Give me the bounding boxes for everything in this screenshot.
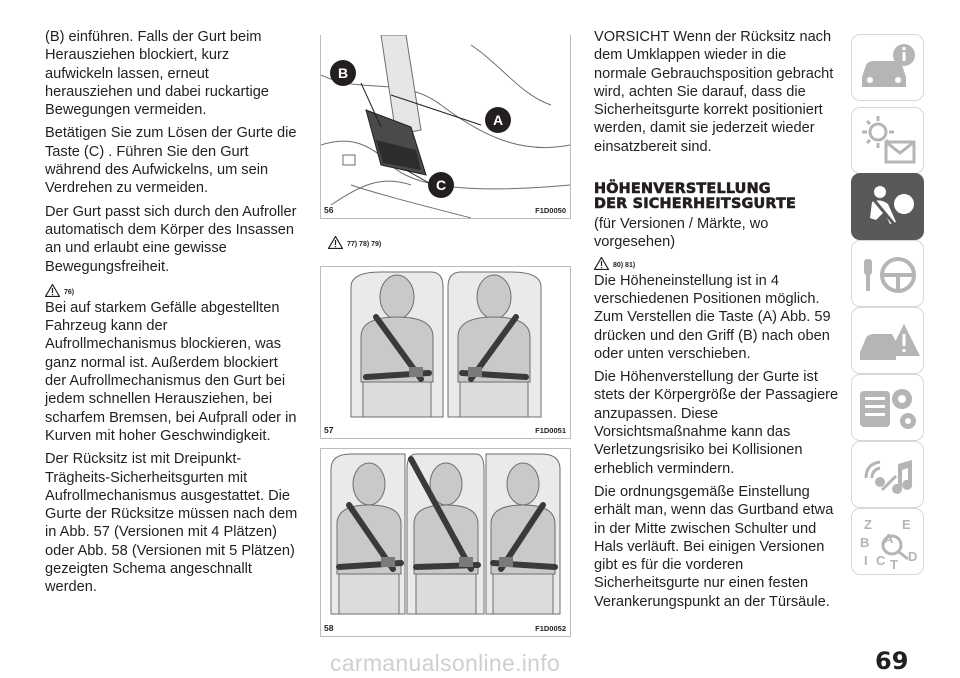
index-search-icon	[852, 509, 925, 576]
tab-emergency[interactable]	[851, 307, 924, 374]
svg-text:C: C	[876, 553, 886, 568]
airbag-safety-icon	[852, 174, 925, 241]
warning-lights-icon	[852, 108, 925, 175]
tab-maintenance[interactable]	[851, 374, 924, 441]
paragraph: Der Rücksitz ist mit Dreipunkt-Trägheits-Sicherheitsgurten mit Aufrollmechanismus ausgestattet. Die Gurte der Rücksitze müssen nach dem in Abb. 57 (Versionen mit 4 Plätzen) oder Abb. 58 (Versionen mit 5 Plätzen) gezeigten Schema angeschnallt werden.	[45, 451, 298, 596]
figure-code: F1D0051	[535, 426, 566, 435]
warning-ref-number: 76)	[64, 288, 75, 296]
paragraph: Die Höhenverstellung der Gurte ist stets der Körpergröße der Passagiere anzupassen. Diese Vorsichtsmaßnahme kann das Verletzungsrisiko bei Kollisionen erheblich vermindern.	[594, 369, 839, 477]
figure-code: F1D0050	[535, 206, 566, 215]
figure-56	[320, 35, 571, 219]
paragraph: Der Gurt passt sich durch den Aufroller automatisch dem Körper des Insassen an und erlaubt eine gewisse Bewegungsfreiheit.	[45, 203, 297, 275]
page-number: 69	[875, 647, 909, 675]
figure-number: 56	[324, 205, 334, 215]
tab-multimedia[interactable]	[851, 441, 924, 508]
tab-car-info[interactable]	[851, 34, 924, 101]
paragraph: Betätigen Sie zum Lösen der Gurte die Taste (C) . Führen Sie den Gurt während des Aufwickelns, um sein Verdrehen zu vermeiden.	[45, 125, 297, 197]
subheading: (für Versionen / Märkte, wo vorgesehen)	[594, 216, 769, 251]
figure-code: F1D0052	[535, 624, 566, 633]
svg-text:A: A	[884, 531, 894, 546]
svg-text:E: E	[902, 517, 911, 532]
right-column	[594, 28, 840, 616]
svg-text:T: T	[890, 557, 898, 572]
section-heading	[594, 182, 840, 212]
tab-starting-driving[interactable]	[851, 240, 924, 307]
svg-text:D: D	[908, 549, 918, 564]
heading-line: DER SICHERHEITSGURTE	[594, 196, 797, 213]
paragraph: VORSICHT Wenn der Rücksitz nach dem Umklappen wieder in die normale Gebrauchsposition gebracht wird, achten Sie darauf, dass die Sicherheitsgurte korrekt positioniert werden, damit sie jederzeit wieder einsatzbereit sind.	[594, 29, 834, 155]
figure-number: 57	[324, 425, 334, 435]
figure-number: 58	[324, 623, 334, 633]
warning-ref-number: 77) 78) 79)	[347, 241, 382, 248]
paragraph: Die Höheneinstellung ist in 4 verschiedenen Positionen möglich. Zum Verstellen die Taste (A) Abb. 59 drücken und den Griff (B) nach oben oder unten verschieben.	[594, 272, 831, 362]
callout-label: A	[492, 112, 504, 128]
paragraph: Die ordnungsgemäße Einstellung erhält man, wenn das Gurtband etwa in der Mitte zwischen Schulter und Hals verläuft. Bei einigen Versionen gibt es für die vorderen Sicherheitsgurte nur einen festen Verankerungspunkt an der Türsäule.	[594, 483, 834, 610]
callout-label: B	[337, 65, 349, 81]
warning-reference	[594, 254, 840, 270]
tab-safety[interactable]	[851, 173, 924, 240]
seatbelt-buckle-illustration	[321, 35, 570, 218]
warning-reference	[328, 233, 381, 249]
warning-reference	[45, 281, 300, 297]
breakdown-warning-triangle-icon	[852, 308, 925, 375]
svg-text:B: B	[860, 535, 870, 550]
figure-58	[320, 448, 571, 637]
paragraph: Bei auf starkem Gefälle abgestellten Fahrzeug kann der Aufrollmechanismus blockieren, was ganz normal ist. Außerdem blockiert der Aufrollmechanismus den Gurt bei jedem schnellen Herausziehen, bei scharfem Bremsen, bei Aufprall oder in Kurven mit hoher Geschwindigkeit.	[45, 299, 297, 444]
key-steering-icon	[852, 241, 925, 308]
watermark: carmanualsonline.info	[330, 650, 561, 676]
tab-index[interactable]	[851, 508, 924, 575]
rear-seat-four-places-illustration	[321, 267, 570, 438]
heading-line: HÖHENVERSTELLUNG	[594, 181, 771, 198]
left-column	[45, 28, 300, 602]
warning-triangle-icon	[594, 257, 609, 270]
car-info-icon	[852, 35, 925, 102]
svg-text:Z: Z	[864, 517, 872, 532]
maintenance-gears-icon	[852, 375, 925, 442]
warning-ref-number: 80) 81)	[613, 261, 636, 269]
callout-label: C	[435, 177, 447, 193]
tab-warning-lights[interactable]	[851, 107, 924, 174]
svg-text:I: I	[864, 553, 868, 568]
figure-57	[320, 266, 571, 439]
rear-seat-five-places-illustration	[321, 449, 570, 636]
warning-triangle-icon	[45, 284, 60, 297]
warning-triangle-icon	[328, 236, 343, 249]
paragraph: (B) einführen. Falls der Gurt beim Herausziehen blockiert, kurz aufwickeln lassen, erneut herausziehen und dabei ruckartige Bewegungen vermeiden.	[45, 29, 269, 119]
multimedia-satellite-icon	[852, 442, 925, 509]
